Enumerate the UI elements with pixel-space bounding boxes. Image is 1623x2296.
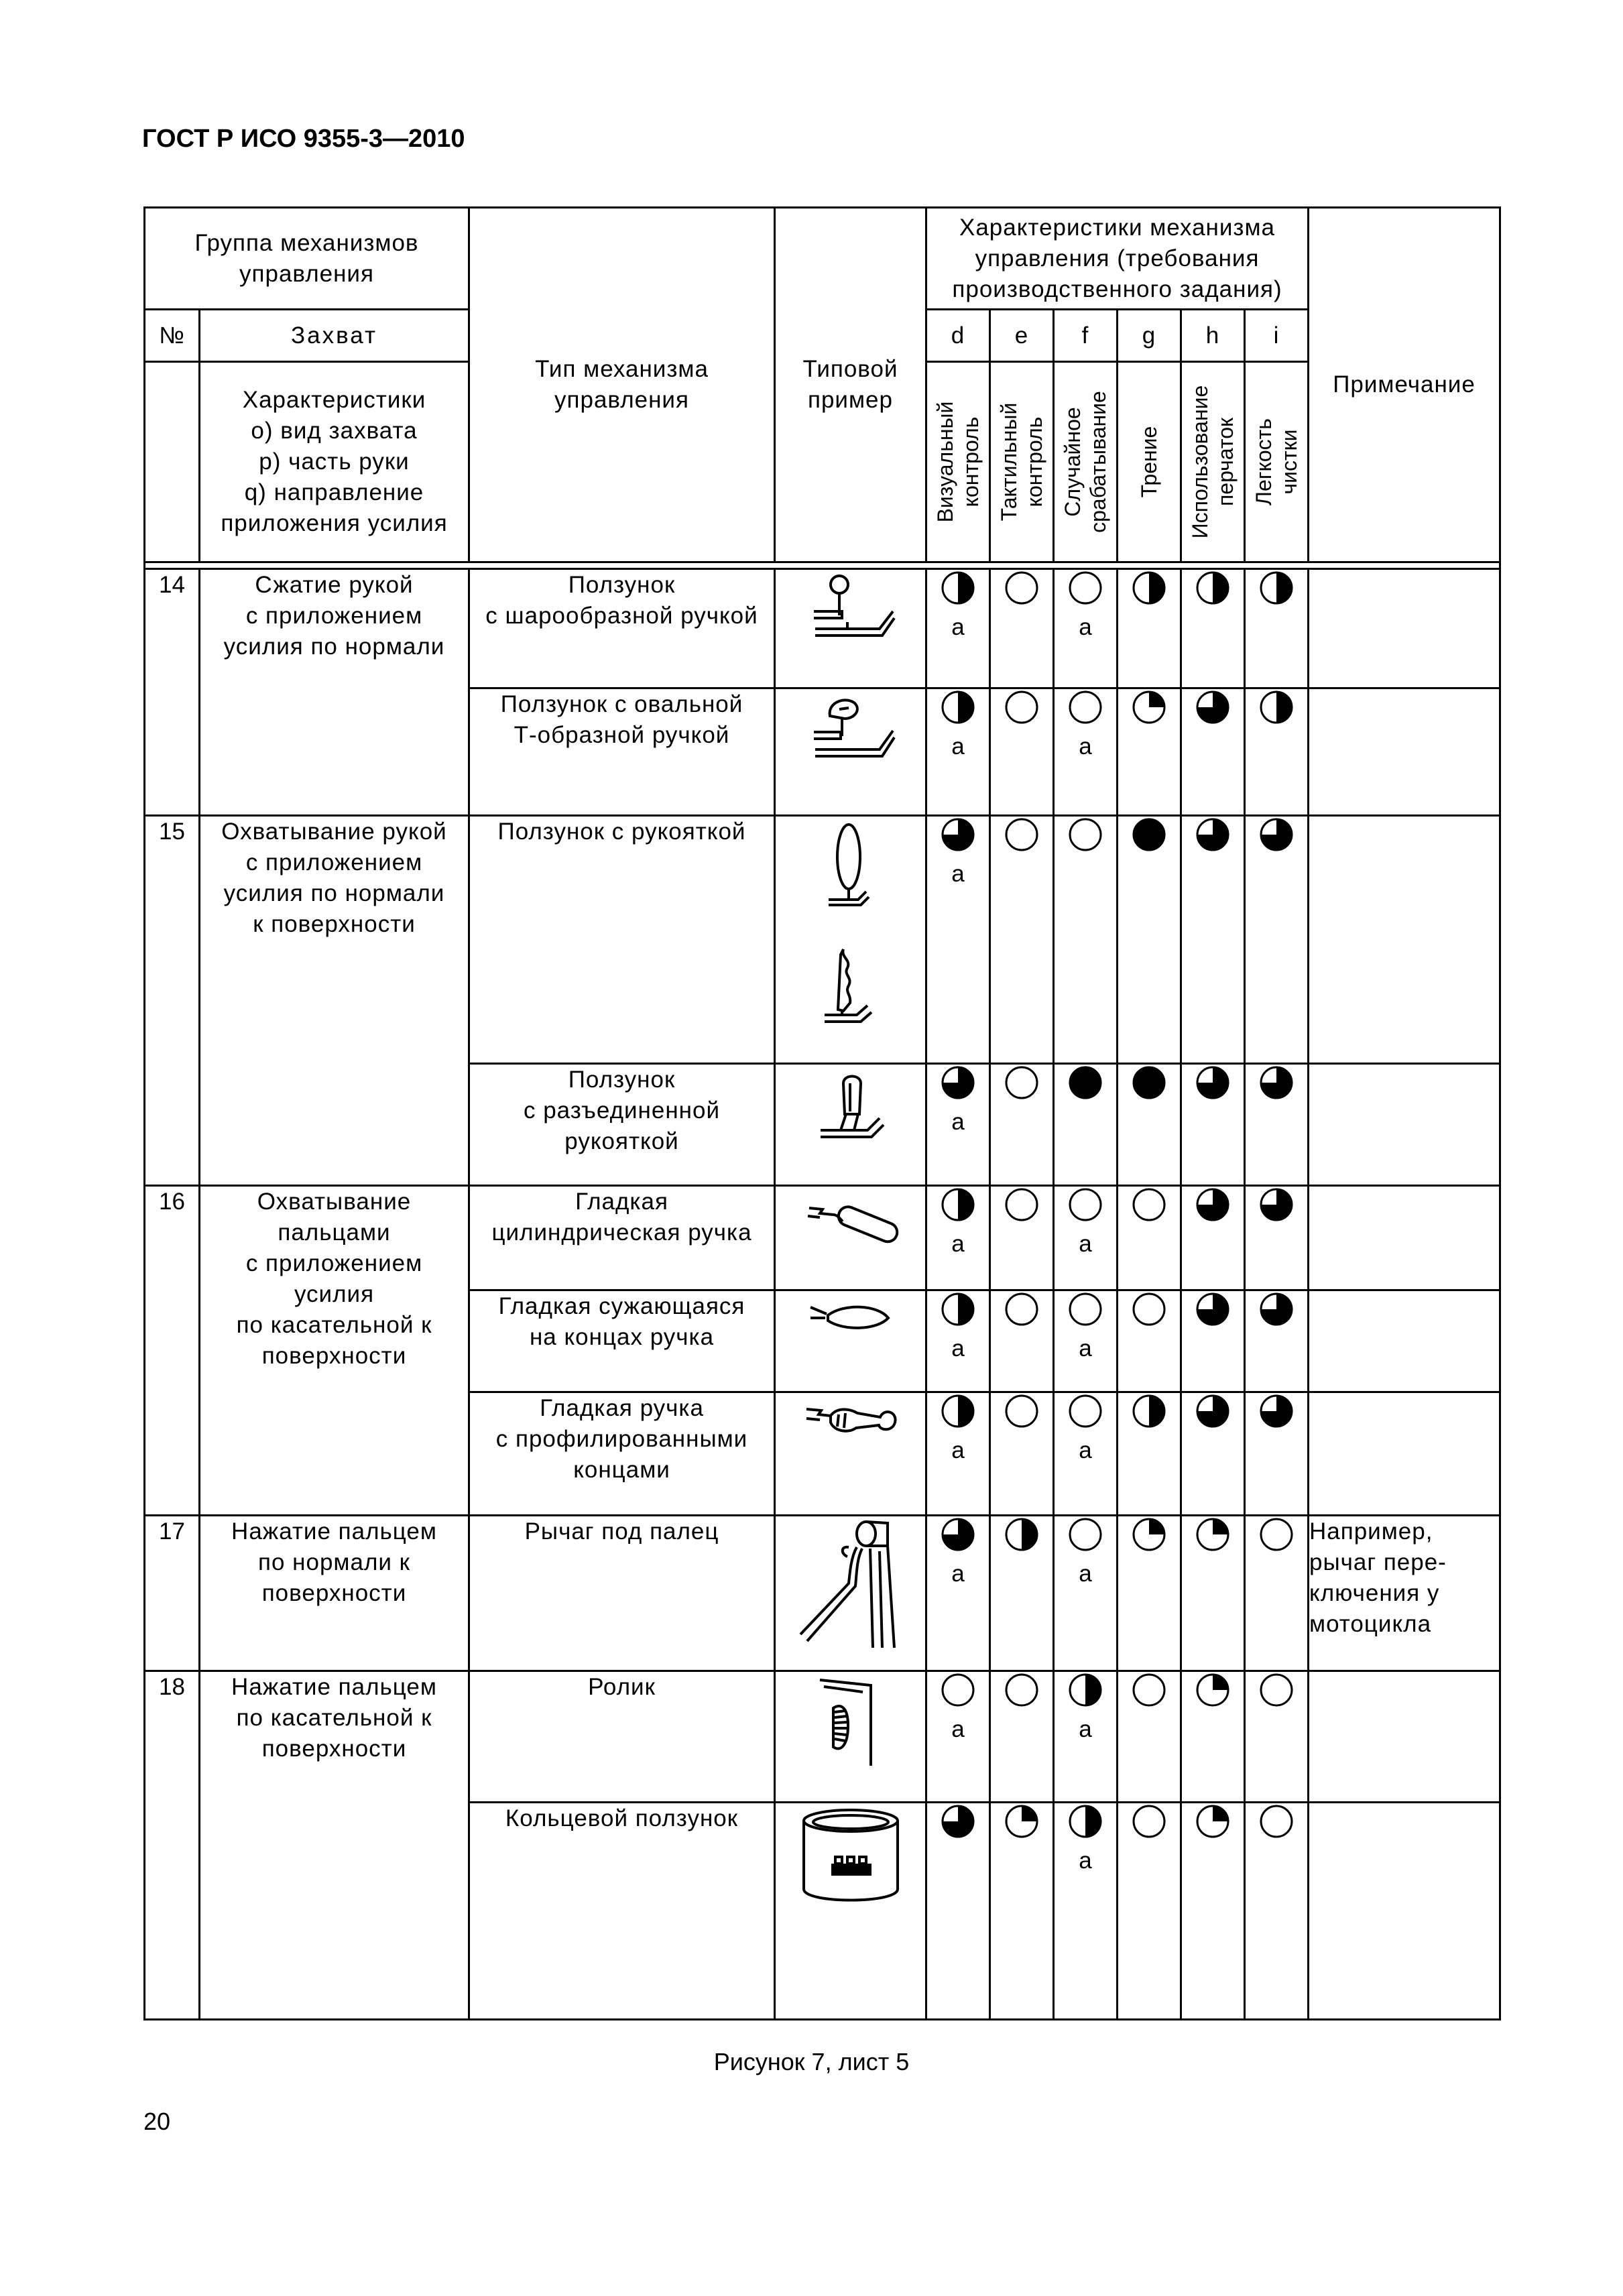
rating-cell-e [990, 1290, 1054, 1392]
rating-cell-d [926, 1186, 990, 1290]
row-number-text: 15 [159, 819, 185, 845]
empty-circle-icon [1118, 1187, 1180, 1223]
rating-cell-g [1118, 1186, 1181, 1290]
footnote-mark: а [951, 1335, 965, 1362]
grip-description [200, 569, 469, 816]
note-cell [1309, 816, 1500, 1064]
rating-cell-f [1054, 688, 1118, 816]
rating-cell-g [1118, 688, 1181, 816]
mechanism-type [469, 1803, 775, 2020]
typical-example [775, 1803, 926, 2020]
header-ease-of-cleaning [1245, 362, 1309, 562]
grip-description [200, 1186, 469, 1516]
mechanism-type [469, 1186, 775, 1290]
vh-h2: перчаток [1213, 417, 1238, 507]
half-filled-circle-icon [1055, 1803, 1116, 1839]
three-quarter-filled-circle-icon [1182, 689, 1244, 725]
rating-cell-e [990, 688, 1054, 816]
rating-cell-f [1054, 1186, 1118, 1290]
grip-line: Охватывание рукой [221, 819, 447, 845]
grip-line: по касательной к [236, 1312, 432, 1338]
row-number [145, 1516, 200, 1671]
half-filled-circle-icon [927, 1291, 989, 1327]
row-number [145, 816, 200, 1186]
note-line: рычаг пере- [1309, 1549, 1447, 1575]
typical-example [775, 1290, 926, 1392]
rating-cell-d [926, 816, 990, 1064]
rating-cell-e [990, 1064, 1054, 1186]
empty-circle-icon [1246, 1672, 1307, 1708]
header-mech-type-line2: управления [554, 387, 689, 413]
rating-cell-g [1118, 1392, 1181, 1516]
grip-line: Нажатие пальцем [231, 1518, 437, 1545]
footnote-mark: а [951, 1109, 965, 1135]
characteristics-q: q) направление [244, 479, 424, 505]
vh-i1: Легкость [1252, 418, 1276, 505]
rating-cell-g [1118, 1803, 1181, 2020]
rating-cell-f [1054, 1671, 1118, 1803]
empty-circle-icon [991, 1393, 1053, 1429]
rating-cell-h [1181, 1064, 1245, 1186]
header-separator-cell [145, 562, 1500, 569]
handle-slider-icon [800, 1024, 901, 1050]
footnote-mark: а [951, 614, 965, 640]
rating-cell-d [926, 1671, 990, 1803]
header-group-label: Группа механизмов управления [194, 229, 419, 287]
note-cell [1309, 1290, 1500, 1392]
rating-cell-g [1118, 569, 1181, 688]
note-cell [1309, 1186, 1500, 1290]
rating-cell-g [1118, 1064, 1181, 1186]
empty-circle-icon [991, 817, 1053, 853]
mechanism-type [469, 1064, 775, 1186]
empty-circle-icon [991, 1065, 1053, 1101]
characteristics-title: Характеристики [242, 387, 426, 413]
empty-circle-icon [991, 570, 1053, 606]
empty-circle-icon [991, 689, 1053, 725]
rating-cell-f [1054, 1392, 1118, 1516]
rating-cell-i [1245, 569, 1309, 688]
rating-cell-h [1181, 688, 1245, 816]
grip-line: усилия по нормали [223, 880, 445, 906]
empty-circle-icon [1055, 1291, 1116, 1327]
rating-cell-h [1181, 569, 1245, 688]
half-filled-circle-icon [927, 689, 989, 725]
full-circle-icon [1118, 817, 1180, 853]
characteristics-q2: приложения усилия [221, 510, 448, 536]
full-circle-icon [1055, 1065, 1116, 1101]
footnote-mark: а [1079, 614, 1092, 640]
header-mech-chars-line2: управления (требования [975, 245, 1260, 271]
note-line: мотоцикла [1309, 1611, 1432, 1637]
note-cell [1309, 1803, 1500, 2020]
header-letter-f: f [1054, 310, 1118, 362]
mechanism-type-line: Рычаг под палец [524, 1518, 719, 1545]
vh-i2: чистки [1277, 429, 1301, 495]
three-quarter-filled-circle-icon [927, 1065, 989, 1101]
rating-cell-e [990, 1392, 1054, 1516]
mechanism-type-line: Ролик [588, 1674, 656, 1700]
vh-d2: контроль [959, 416, 983, 507]
grip-line: по касательной к [236, 1705, 432, 1731]
rating-cell-i [1245, 1186, 1309, 1290]
rating-cell-e [990, 569, 1054, 688]
empty-circle-icon [1055, 1393, 1116, 1429]
mechanism-type [469, 1290, 775, 1392]
grip-line: с приложением [245, 603, 423, 629]
rating-cell-d [926, 1064, 990, 1186]
grip-line: поверхности [261, 1343, 407, 1369]
typical-example [775, 1186, 926, 1290]
header-accidental-activation [1054, 362, 1118, 562]
header-mech-chars-line1: Характеристики механизма [959, 214, 1276, 241]
half-filled-circle-icon [1118, 570, 1180, 606]
footnote-mark: а [951, 1437, 965, 1463]
header-friction [1118, 362, 1181, 562]
footnote-mark: а [951, 1716, 965, 1742]
note-cell [1309, 569, 1500, 688]
oval-t-knob-slider-icon [800, 749, 901, 775]
mechanism-type-line: с разъединенной [523, 1097, 721, 1124]
three-quarter-filled-circle-icon [927, 1803, 989, 1839]
rating-cell-f [1054, 1064, 1118, 1186]
rating-cell-h [1181, 1671, 1245, 1803]
footnote-mark: а [951, 1561, 965, 1587]
rating-cell-g [1118, 1671, 1181, 1803]
rating-cell-f [1054, 816, 1118, 1064]
empty-circle-icon [991, 1187, 1053, 1223]
header-no-blank [145, 362, 200, 562]
rating-cell-g [1118, 816, 1181, 1064]
grip-line: с приложением [245, 1250, 423, 1276]
controls-table [143, 206, 1501, 2020]
rating-cell-e [990, 1803, 1054, 2020]
rating-cell-d [926, 1290, 990, 1392]
thumbwheel-icon [804, 1752, 898, 1778]
grip-line: по нормали к [258, 1549, 410, 1575]
empty-circle-icon [927, 1672, 989, 1708]
vh-g1: Трение [1137, 426, 1161, 498]
grip-line: Охватывание [257, 1189, 412, 1215]
note-cell [1309, 688, 1500, 816]
rating-cell-h [1181, 816, 1245, 1064]
grip-description [200, 1516, 469, 1671]
row-number [145, 1186, 200, 1516]
mechanism-type-line: Гладкая сужающаяся [498, 1293, 745, 1319]
grip-line: Нажатие пальцем [231, 1674, 437, 1700]
row-number-text: 18 [159, 1674, 185, 1700]
rating-cell-h [1181, 1392, 1245, 1516]
rating-cell-g [1118, 1516, 1181, 1671]
three-quarter-filled-circle-icon [1246, 817, 1307, 853]
three-quarter-filled-circle-icon [927, 1516, 989, 1553]
rating-cell-h [1181, 1290, 1245, 1392]
footnote-mark: а [1079, 1561, 1092, 1587]
rating-cell-d [926, 1803, 990, 2020]
empty-circle-icon [1055, 570, 1116, 606]
rating-cell-i [1245, 1516, 1309, 1671]
three-quarter-filled-circle-icon [1246, 1187, 1307, 1223]
header-note-label: Примечание [1333, 371, 1476, 398]
half-filled-circle-icon [1246, 689, 1307, 725]
rating-cell-f [1054, 1803, 1118, 2020]
rating-cell-i [1245, 1064, 1309, 1186]
note-cell [1309, 1516, 1500, 1671]
mechanism-type-line: цилиндрическая ручка [491, 1219, 752, 1246]
rating-cell-i [1245, 1803, 1309, 2020]
footnote-mark: а [951, 733, 965, 760]
empty-circle-icon [1055, 1187, 1116, 1223]
header-mech-chars-line3: производственного задания) [952, 276, 1282, 302]
mechanism-type-line: Гладкая [575, 1189, 668, 1215]
rating-cell-d [926, 569, 990, 688]
footnote-mark: а [1079, 733, 1092, 760]
mechanism-type-line: Ползунок с овальной [500, 691, 743, 717]
characteristics-o: о) вид захвата [251, 418, 418, 444]
empty-circle-icon [991, 1672, 1053, 1708]
ring-slider-icon [794, 1890, 908, 1916]
rating-cell-i [1245, 688, 1309, 816]
three-quarter-filled-circle-icon [1246, 1393, 1307, 1429]
grip-line: пальцами [278, 1219, 391, 1246]
header-glove-use [1181, 362, 1245, 562]
empty-circle-icon [991, 1291, 1053, 1327]
empty-circle-icon [1246, 1516, 1307, 1553]
mechanism-type-line: с шарообразной ручкой [485, 603, 758, 629]
note-line: Например, [1309, 1518, 1433, 1545]
vh-d1: Визуальный [933, 401, 957, 523]
mechanism-type-line: Гладкая ручка [540, 1395, 704, 1421]
ball-knob-slider-icon [800, 629, 901, 656]
grip-line: Сжатие рукой [255, 572, 414, 598]
rating-cell-g [1118, 1290, 1181, 1392]
note-line: ключения у [1309, 1580, 1440, 1606]
rating-cell-e [990, 1671, 1054, 1803]
header-mech-type-line1: Тип механизма [535, 356, 709, 382]
half-filled-circle-icon [927, 1393, 989, 1429]
table-row [145, 1186, 1500, 1290]
quarter-filled-circle-icon [1182, 1516, 1244, 1553]
grip-line: поверхности [261, 1736, 407, 1762]
three-quarter-filled-circle-icon [927, 817, 989, 853]
rating-cell-d [926, 688, 990, 816]
rating-cell-e [990, 1186, 1054, 1290]
note-cell [1309, 1392, 1500, 1516]
vh-e2: контроль [1022, 416, 1046, 507]
mechanism-type-line: с профилированными [495, 1426, 748, 1452]
footnote-mark: а [1079, 1848, 1092, 1874]
empty-circle-icon [1118, 1672, 1180, 1708]
page-number: 20 [143, 2108, 171, 2135]
typical-example [775, 1064, 926, 1186]
quarter-filled-circle-icon [1118, 1516, 1180, 1553]
rating-cell-d [926, 1516, 990, 1671]
rating-cell-f [1054, 1516, 1118, 1671]
header-letter-e: e [990, 310, 1054, 362]
grip-line: к поверхности [253, 911, 416, 937]
half-filled-circle-icon [927, 1187, 989, 1223]
header-letter-h: h [1181, 310, 1245, 362]
header-visual-control [926, 362, 990, 562]
header-separator [145, 562, 1500, 569]
mechanism-type-line: Ползунок с рукояткой [497, 819, 746, 845]
characteristics-p: р) часть руки [259, 448, 410, 475]
footnote-mark: а [951, 1231, 965, 1257]
table-row [145, 816, 1500, 1064]
header-letter-g: g [1118, 310, 1181, 362]
grip-line: усилия по нормали [223, 633, 445, 660]
half-filled-circle-icon [1246, 570, 1307, 606]
typical-example [775, 816, 926, 1064]
grip-line: усилия [294, 1281, 375, 1307]
empty-circle-icon [1118, 1291, 1180, 1327]
rating-cell-e [990, 816, 1054, 1064]
empty-circle-icon [1246, 1803, 1307, 1839]
rating-cell-e [990, 1516, 1054, 1671]
rating-cell-f [1054, 1290, 1118, 1392]
header-characteristics [200, 362, 469, 562]
typical-example [775, 688, 926, 816]
three-quarter-filled-circle-icon [1182, 1291, 1244, 1327]
typical-example [775, 1516, 926, 1671]
empty-circle-icon [1055, 689, 1116, 725]
quarter-filled-circle-icon [1182, 1672, 1244, 1708]
quarter-filled-circle-icon [1182, 1803, 1244, 1839]
header-letter-d: d [926, 310, 990, 362]
tapered-handle-icon [797, 1331, 904, 1357]
rating-cell-i [1245, 816, 1309, 1064]
grip-line: поверхности [261, 1580, 407, 1606]
mechanism-type [469, 1671, 775, 1803]
three-quarter-filled-circle-icon [1182, 1187, 1244, 1223]
footnote-mark: а [1079, 1231, 1092, 1257]
mechanism-type-line: концами [573, 1457, 670, 1483]
mechanism-type [469, 816, 775, 1064]
half-filled-circle-icon [927, 570, 989, 606]
figure-caption: Рисунок 7, лист 5 [713, 2048, 910, 2075]
three-quarter-filled-circle-icon [1182, 817, 1244, 853]
three-quarter-filled-circle-icon [1246, 1291, 1307, 1327]
rating-cell-h [1181, 1803, 1245, 2020]
row-number-text: 17 [159, 1518, 185, 1545]
finger-lever-icon [787, 1630, 914, 1656]
mechanism-type-line: на концах ручка [529, 1324, 715, 1350]
header-no: № [145, 310, 200, 362]
note-cell [1309, 1671, 1500, 1803]
row-number [145, 1671, 200, 2020]
half-filled-circle-icon [1055, 1672, 1116, 1708]
note-cell [1309, 1064, 1500, 1186]
footnote-mark: а [1079, 1437, 1092, 1463]
rating-cell-h [1181, 1516, 1245, 1671]
empty-circle-icon [1055, 1516, 1116, 1553]
row-number-text: 16 [159, 1189, 185, 1215]
mechanism-type [469, 1392, 775, 1516]
rating-cell-d [926, 1392, 990, 1516]
mechanism-type [469, 688, 775, 816]
half-filled-circle-icon [1118, 1393, 1180, 1429]
table-row [145, 1516, 1500, 1671]
rating-cell-i [1245, 1392, 1309, 1516]
vh-f1: Случайное [1061, 407, 1085, 517]
grip-line: с приложением [245, 849, 423, 875]
mechanism-type-line: Т-образной ручкой [514, 722, 730, 748]
typical-example [775, 1392, 926, 1516]
rating-cell-f [1054, 569, 1118, 688]
table-row [145, 1671, 1500, 1803]
mechanism-type-line: Ползунок [568, 572, 676, 598]
half-filled-circle-icon [1182, 570, 1244, 606]
header-note [1309, 208, 1500, 562]
mechanism-type-line: Кольцевой ползунок [505, 1805, 739, 1831]
footnote-mark: а [1079, 1716, 1092, 1742]
empty-circle-icon [1055, 817, 1116, 853]
mechanism-type-line: Ползунок [568, 1067, 676, 1093]
mechanism-type [469, 1516, 775, 1671]
mechanism-type [469, 569, 775, 688]
header-letter-i: i [1245, 310, 1309, 362]
header-example-line1: Типовой [802, 356, 898, 382]
header-example [775, 208, 926, 562]
three-quarter-filled-circle-icon [1182, 1393, 1244, 1429]
row-number [145, 569, 200, 816]
rating-cell-h [1181, 1186, 1245, 1290]
document-code: ГОСТ Р ИСО 9355-3—2010 [142, 125, 465, 153]
header-group [145, 208, 469, 310]
three-quarter-filled-circle-icon [1246, 1065, 1307, 1101]
cylindrical-handle-icon [797, 1240, 904, 1266]
header-example-line2: пример [808, 387, 893, 413]
vh-e1: Тактильный [997, 402, 1021, 522]
footnote-mark: а [1079, 1335, 1092, 1362]
footnote-mark: а [951, 861, 965, 887]
header-tactile-control [990, 362, 1054, 562]
grip-description [200, 816, 469, 1186]
three-quarter-filled-circle-icon [1182, 1065, 1244, 1101]
table-row [145, 569, 1500, 688]
header-mech-type [469, 208, 775, 562]
row-number-text: 14 [159, 572, 185, 598]
half-filled-circle-icon [991, 1516, 1053, 1553]
typical-example [775, 1671, 926, 1803]
empty-circle-icon [1118, 1803, 1180, 1839]
quarter-filled-circle-icon [991, 1803, 1053, 1839]
header-mech-chars [926, 208, 1309, 310]
vh-h1: Использование [1188, 385, 1212, 539]
typical-example [775, 569, 926, 688]
profiled-handle-icon [797, 1433, 904, 1459]
split-handle-slider-icon [800, 1138, 901, 1164]
header-grip: Захват [200, 310, 469, 362]
grip-description [200, 1671, 469, 2020]
mechanism-type-line: рукояткой [564, 1128, 679, 1154]
rating-cell-i [1245, 1290, 1309, 1392]
full-circle-icon [1118, 1065, 1180, 1101]
rating-cell-i [1245, 1671, 1309, 1803]
vh-f2: срабатывание [1086, 391, 1110, 533]
quarter-filled-circle-icon [1118, 689, 1180, 725]
